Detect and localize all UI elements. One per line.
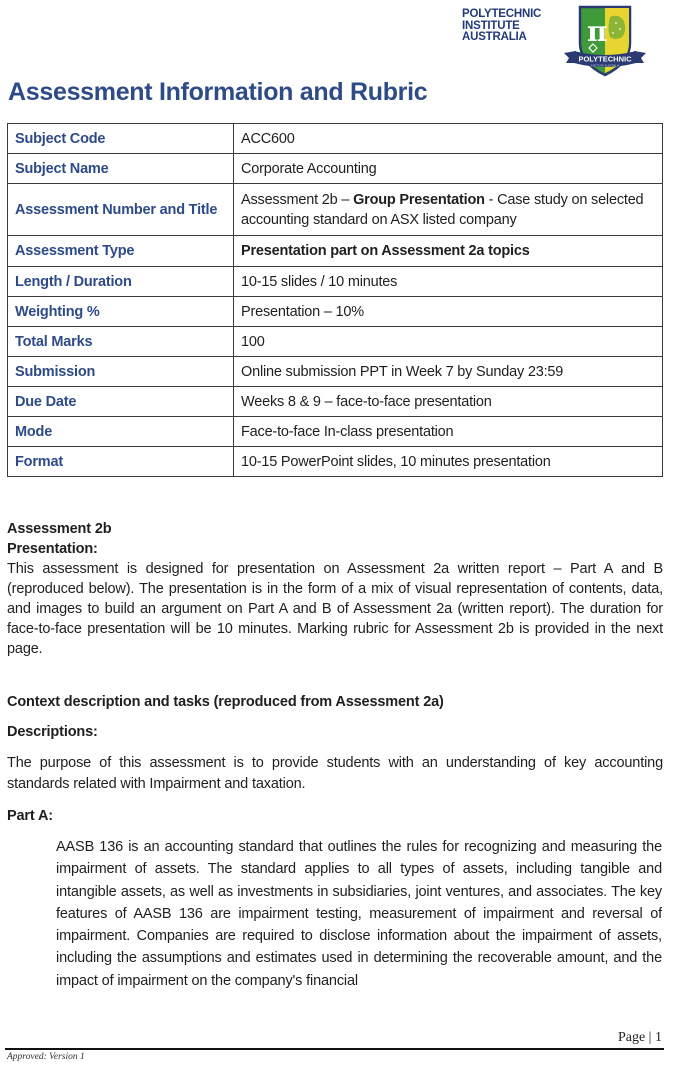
table-row-submission [8,357,663,387]
svg-text:INSTITUTE AUSTRALIA: INSTITUTE AUSTRALIA [590,64,620,68]
row-label: Assessment Number and Title [8,184,234,236]
row-value: Corporate Accounting [234,154,663,184]
row-value: ACC600 [234,124,663,154]
table-row-format [8,447,663,477]
row-label: Format [8,447,234,477]
presentation-section [7,519,663,659]
row-label: Subject Code [8,124,234,154]
descriptions-heading: Descriptions: [7,724,98,740]
part-a-paragraph: AASB 136 is an accounting standard that outlines the rules for recognizing and measuring the impairment of assets. The standard applies to all types of assets, including tangible and intangible assets, as well as investments in subsidiaries, joint ventures, and associates. The key features of AASB 136 are impairment testing, measurement of impairment and reversal of impairment. Companies are required to disclose information about the impairment of assets, including the assumptions and estimates used in determining the recoverable amount, and the impact of impairment on the company's financial [56,839,662,989]
row-value [234,184,663,236]
row-value: Weeks 8 & 9 – face-to-face presentation [234,387,663,417]
page-title: Assessment Information and Rubric [8,78,428,106]
part-a-heading: Part A: [7,808,53,824]
presentation-heading: Presentation: [7,541,98,557]
value-prefix: Assessment 2b – [241,191,354,208]
descriptions-paragraph: The purpose of this assessment is to provide students with an understanding of key accounting standards related with Impairment and taxation. [7,755,663,792]
institution-name-line-3: AUSTRALIA [462,31,527,43]
table-row-subject-code [8,124,663,154]
row-value: Presentation part on Assessment 2a topics [234,236,663,267]
row-label: Submission [8,357,234,387]
page-number: Page | 1 [617,1030,662,1045]
row-value: Presentation – 10% [234,297,663,327]
value-bold-emphasis: Group Presentation [353,191,485,208]
table-row-mode [8,417,663,447]
polytechnic-crest-logo-icon [560,3,650,79]
presentation-paragraph: This assessment is designed for presentation on Assessment 2a written report – Part A and B (reproduced below). The presentation is in the form of a mix of visual representation of contents, data, and images to build an argument on Part A and B of Assessment 2a (written report). The duration for face-to-face presentation will be 10 minutes. Marking rubric for Assessment 2b is provided in the next page. [7,561,663,657]
row-label: Length / Duration [8,267,234,297]
row-value: Face-to-face In-class presentation [234,417,663,447]
table-row-assessment-number-title [8,184,663,236]
institution-name-line-1: POLYTECHNIC [462,8,542,20]
row-value: Online submission PPT in Week 7 by Sunday 23:59 [234,357,663,387]
row-value: 10-15 PowerPoint slides, 10 minutes presentation [234,447,663,477]
footer-divider [5,1048,664,1050]
svg-text:π: π [587,15,608,48]
table-row-length-duration [8,267,663,297]
table-row-due-date [8,387,663,417]
institution-name-line-2: INSTITUTE [462,19,520,32]
assessment-heading: Assessment 2b [7,521,112,537]
row-label: Due Date [8,387,234,417]
row-label: Subject Name [8,154,234,184]
row-label: Weighting % [8,297,234,327]
institution-name [462,9,562,44]
value-suffix: - Case study on selected accounting standard on ASX listed company [241,191,644,228]
table-row-total-marks [8,327,663,357]
row-label: Mode [8,417,234,447]
approved-version-label: Approved: Version 1 [7,1052,85,1062]
row-label: Total Marks [8,327,234,357]
svg-text:POLYTECHNIC: POLYTECHNIC [578,54,632,64]
row-value: 10-15 slides / 10 minutes [234,267,663,297]
row-label: Assessment Type [8,236,234,267]
table-row-weighting [8,297,663,327]
table-row-assessment-type [8,236,663,267]
table-row-subject-name [8,154,663,184]
row-value: 100 [234,327,663,357]
assessment-info-table [7,123,663,477]
context-heading: Context description and tasks (reproduced from Assessment 2a) [7,694,444,710]
